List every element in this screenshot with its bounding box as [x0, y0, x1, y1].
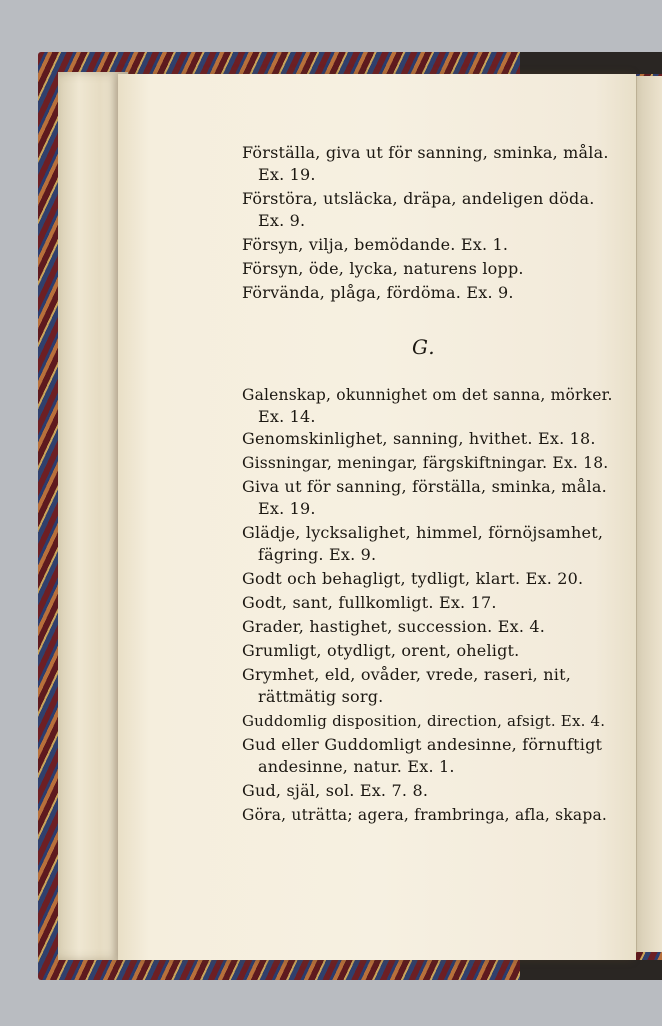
entry-line: Gud eller Guddomligt andesinne, förnuftigt	[242, 735, 603, 754]
entry-line: rättmätig sorg.	[258, 687, 384, 706]
entry-line: Grymhet, eld, ovåder, vrede, raseri, nit,	[242, 665, 571, 684]
entry-line: Genomskinlighet, sanning, hvithet. Ex. 18.	[242, 429, 596, 448]
entry-line: Guddomlig disposition, direction, afsigt. Ex. 4.	[242, 712, 606, 730]
entry-line: Grumligt, otydligt, orent, oheligt.	[242, 641, 520, 660]
entry-line: Göra, uträtta; agera, frambringa, afla, skapa.	[242, 806, 608, 824]
entry-line: Galenskap, okunnighet om det sanna, mörker.	[242, 386, 613, 404]
entry-line: Ex. 19.	[258, 499, 316, 518]
entry-line: Försyn, öde, lycka, naturens lopp.	[242, 259, 524, 278]
entry-line: Förställa, giva ut för sanning, sminka, måla.	[242, 143, 609, 162]
entry-line: Godt och behagligt, tydligt, klart. Ex. 20.	[242, 569, 584, 588]
entry-line: Ex. 14.	[258, 407, 316, 426]
entry-line: Ex. 9.	[258, 211, 306, 230]
entry-line: Försyn, vilja, bemödande. Ex. 1.	[242, 235, 509, 254]
entry-line: fägring. Ex. 9.	[258, 545, 377, 564]
entry-line: Glädje, lycksalighet, himmel, förnöjsamhet,	[242, 523, 604, 542]
entry-line: Gud, själ, sol. Ex. 7. 8.	[242, 781, 429, 800]
entry-line: Ex. 19.	[258, 165, 316, 184]
section-letter: G.	[412, 335, 436, 359]
entry-line: Godt, sant, fullkomligt. Ex. 17.	[242, 593, 497, 612]
entry-line: andesinne, natur. Ex. 1.	[258, 757, 455, 776]
entry-line: Grader, hastighet, succession. Ex. 4.	[242, 617, 546, 636]
entry-line: Gissningar, meningar, färgskiftningar. Ex. 18.	[242, 454, 609, 472]
entry-line: Förvända, plåga, fördöma. Ex. 9.	[242, 283, 514, 302]
entry-line: Förstöra, utsläcka, dräpa, andeligen döda.	[242, 189, 595, 208]
entry-line: Giva ut för sanning, förställa, sminka, måla.	[242, 477, 607, 496]
